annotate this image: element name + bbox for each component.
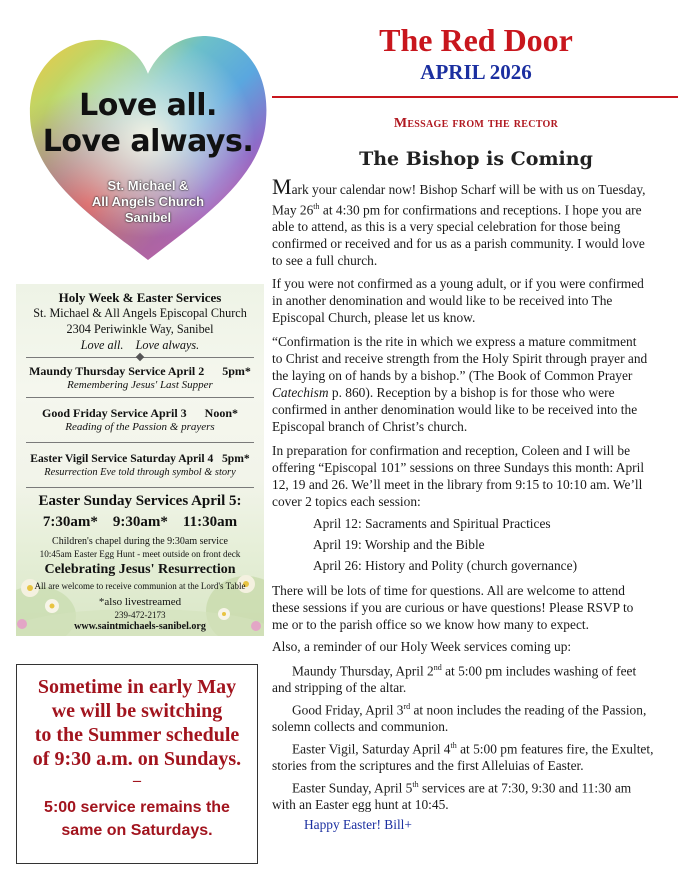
- session-item: April 26: History and Polity (church governance): [313, 558, 578, 573]
- poster-goodfriday: Good Friday Service April 3 Noon*: [42, 406, 238, 420]
- summer-line5: 5:00 service remains the: [44, 799, 230, 816]
- paragraph-vigil: Easter Vigil, Saturday April 4th at 5:00 pm features fire, the Exultet, stories from the scriptures and the first Alleluias of Easter.: [272, 741, 654, 774]
- heart-church-line2: All Angels Church: [91, 194, 205, 209]
- poster-sunday: Easter Sunday Services April 5:: [38, 493, 242, 509]
- poster-celebrating: Celebrating Jesus' Resurrection: [44, 562, 236, 577]
- paragraph-maundy: Maundy Thursday, April 2nd at 5:00 pm includes washing of feet and stripping of the altar.: [272, 663, 637, 696]
- summer-line4: of 9:30 a.m. on Sundays.: [32, 748, 242, 770]
- session-item: April 19: Worship and the Bible: [313, 537, 485, 552]
- divider-ornament: [136, 353, 144, 361]
- paragraph-1: Mark your calendar now! Bishop Scharf will be with us on Tuesday, May 26th at 4:30 pm for confirmations and receptions. I hope you are able to attend, as this is a very special celebration for those being confirmed or received and for us as a parish community. I would love to see a full church.: [272, 174, 646, 269]
- poster-maundy: Maundy Thursday Service April 2 5pm*: [29, 364, 251, 378]
- header-rule: [272, 96, 678, 98]
- summer-line3: to the Summer schedule: [34, 724, 240, 746]
- poster-motto: Love all. Love always.: [80, 338, 200, 352]
- heart-church-line1: St. Michael &: [107, 178, 189, 193]
- article-headline: The Bishop is Coming: [359, 148, 593, 170]
- heart-logo: [24, 28, 272, 264]
- divider: [26, 442, 254, 443]
- section-heading: Message from the rector: [393, 116, 559, 131]
- summer-line1: Sometime in early May: [37, 676, 237, 698]
- newsletter-title: The Red Door: [379, 22, 573, 58]
- poster-title: Holy Week & Easter Services: [58, 290, 222, 305]
- poster-address: 2304 Periwinkle Way, Sanibel: [66, 322, 214, 336]
- poster-chapel: Children's chapel during the 9:30am service: [52, 536, 228, 547]
- poster-goodfriday-sub: Reading of the Passion & prayers: [65, 421, 215, 433]
- heart-slogan-line1: Love all.: [79, 88, 217, 123]
- summer-schedule-box: [16, 664, 258, 864]
- poster-livestream: *also livestreamed: [98, 596, 182, 608]
- poster-vigil: Easter Vigil Service Saturday April 4 5pm*: [30, 452, 250, 465]
- paragraph-easter: Easter Sunday, April 5th services are at 7:30, 9:30 and 11:30 am with an Easter egg hunt at 10:45.: [272, 780, 632, 813]
- newsletter-issue: APRIL 2026: [420, 60, 532, 84]
- poster-phone: 239-472-2173: [114, 610, 166, 620]
- summer-line2: we will be switching: [51, 700, 223, 722]
- drop-cap: M: [272, 174, 292, 199]
- session-item: April 12: Sacraments and Spiritual Practices: [313, 516, 551, 531]
- summer-line6: same on Saturdays.: [61, 822, 213, 839]
- paragraph-5: There will be lots of time for questions. All are welcome to attend these sessions if you are curious or have questions! Please RSVP to me or to the parish office so we know how many to expect.: [272, 583, 634, 632]
- poster-egghunt: 10:45am Easter Egg Hunt - meet outside on front deck: [39, 549, 241, 559]
- signoff: Happy Easter! Bill+: [304, 817, 412, 832]
- summer-dash: –: [133, 772, 141, 789]
- paragraph-6: Also, a reminder of our Holy Week services coming up:: [272, 639, 572, 654]
- poster-maundy-sub: Remembering Jesus' Last Supper: [67, 379, 213, 391]
- heart-church-line3: Sanibel: [124, 210, 172, 225]
- paragraph-2: If you were not confirmed as a young adult, or if you were confirmed in another denomination and would like to be received into The Episcopal Church, please let us know.: [272, 276, 644, 325]
- poster-vigil-sub: Resurrection Eve told through symbol & story: [44, 467, 236, 478]
- poster-times: 7:30am* 9:30am* 11:30am: [42, 514, 238, 530]
- paragraph-3: “Confirmation is the rite in which we express a mature commitment to Christ and receive strength from the Holy Spirit through prayer and the laying on of hands by a bishop.” (The Book of Common Prayer Catechism p. 860). Reception by a bishop is for those who were confirmed in anther denomination would like to be received into the Episcopal branch of Christ’s church.: [272, 334, 648, 434]
- paragraph-4: In preparation for confirmation and reception, Coleen and I will be offering “Episcopal 101” sessions on three Sundays this month: April 12, 19 and 26. We’ll meet in the library from 9:15 to 10:10 am. We’ll cover 2 topics each session:: [272, 443, 645, 509]
- paragraph-goodfriday: Good Friday, April 3rd at noon includes the reading of the Passion, solemn collects and communion.: [272, 702, 647, 735]
- heart-slogan-line2: Love always.: [42, 124, 254, 159]
- poster-website: www.saintmichaels-sanibel.org: [74, 621, 206, 632]
- divider: [26, 397, 254, 398]
- poster-church: St. Michael & All Angels Episcopal Church: [33, 306, 247, 320]
- poster-communion: All are welcome to receive communion at the Lord's Table: [34, 581, 246, 591]
- holy-week-poster: [16, 284, 264, 636]
- divider: [26, 487, 254, 488]
